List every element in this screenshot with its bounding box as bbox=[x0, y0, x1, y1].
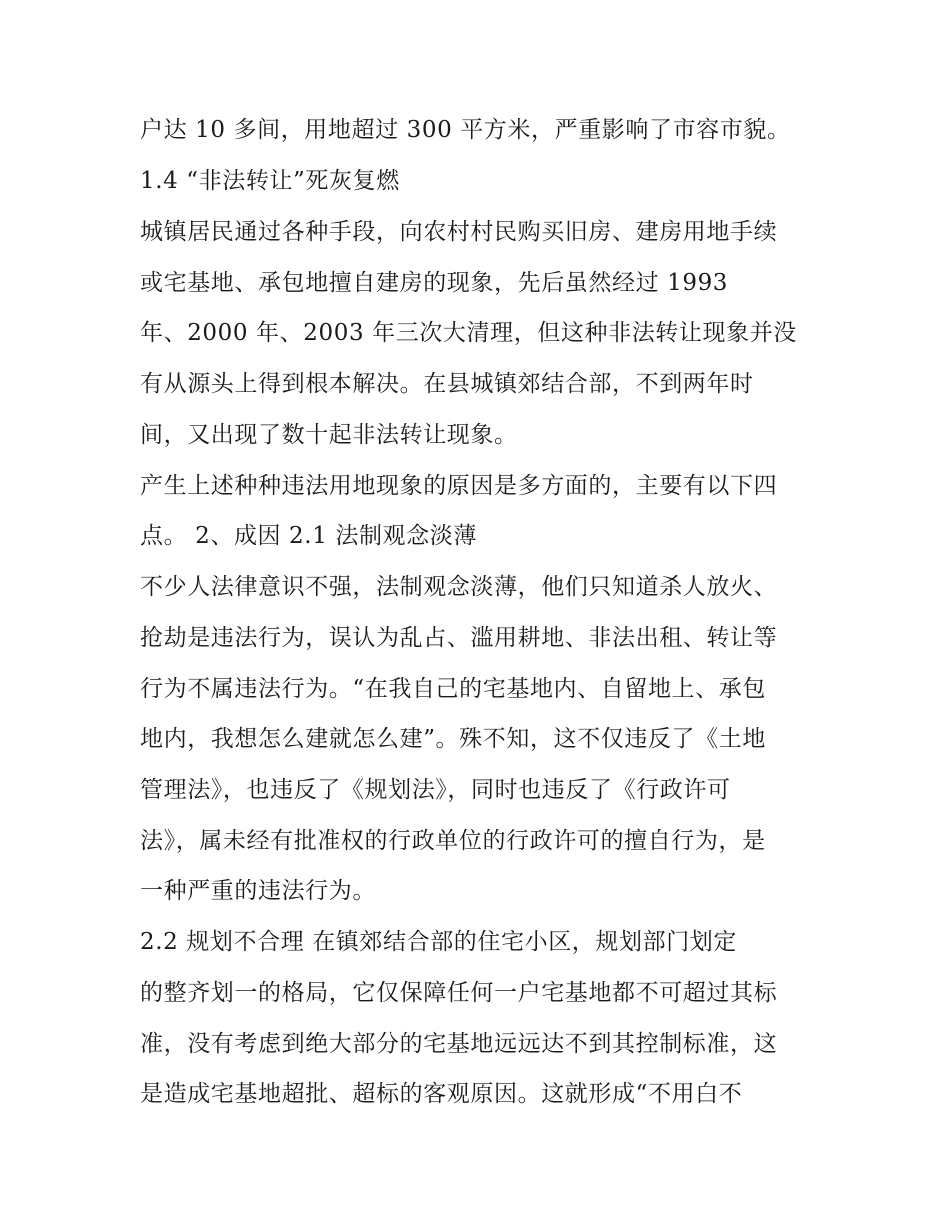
body-text-line: 地内，我想怎么建就怎么建”。殊不知，这不仅违反了《土地 bbox=[140, 726, 766, 752]
body-text-line: 间，又出现了数十起非法转让现象。 bbox=[140, 422, 518, 448]
body-text-line: 行为不属违法行为。“在我自己的宅基地内、自留地上、承包 bbox=[140, 676, 766, 702]
body-text-line: 年、2000 年、2003 年三次大清理，但这种非法转让现象并没 bbox=[140, 320, 797, 346]
body-text-line: 产生上述种种违法用地现象的原因是多方面的，主要有以下四 bbox=[140, 473, 778, 499]
body-text-line: 城镇居民通过各种手段，向农村村民购买旧房、建房用地手续 bbox=[140, 219, 778, 245]
section-heading: 2.2 规划不合理 在镇郊结合部的住宅小区，规划部门划定 bbox=[140, 929, 737, 955]
section-heading: 1.4 “非法转让”死灰复燃 bbox=[140, 168, 400, 194]
body-text-line: 有从源头上得到根本解决。在县城镇郊结合部，不到两年时 bbox=[140, 371, 754, 397]
body-text-line: 的整齐划一的格局，它仅保障任何一户宅基地都不可超过其标 bbox=[140, 980, 778, 1006]
body-text-line: 法》，属未经有批准权的行政单位的行政许可的擅自行为，是 bbox=[140, 828, 766, 854]
body-text-line: 或宅基地、承包地擅自建房的现象，先后虽然经过 1993 bbox=[140, 270, 729, 296]
body-text-line: 抢劫是违法行为，误认为乱占、滥用耕地、非法出租、转让等 bbox=[140, 625, 778, 651]
body-text-line: 一种严重的违法行为。 bbox=[140, 878, 376, 904]
body-text-line: 点。 2、成因 2.1 法制观念淡薄 bbox=[140, 523, 477, 549]
body-text-line: 不少人法律意识不强，法制观念淡薄，他们只知道杀人放火、 bbox=[140, 574, 778, 600]
body-text-line: 管理法》，也违反了《规划法》，同时也违反了《行政许可 bbox=[140, 777, 731, 803]
body-text-line: 是造成宅基地超批、超标的客观原因。这就形成“不用白不 bbox=[140, 1081, 743, 1107]
body-text-line: 准，没有考虑到绝大部分的宅基地远远达不到其控制标准，这 bbox=[140, 1031, 778, 1057]
body-text-line: 户达 10 多间，用地超过 300 平方米，严重影响了市容市貌。 bbox=[140, 117, 791, 143]
